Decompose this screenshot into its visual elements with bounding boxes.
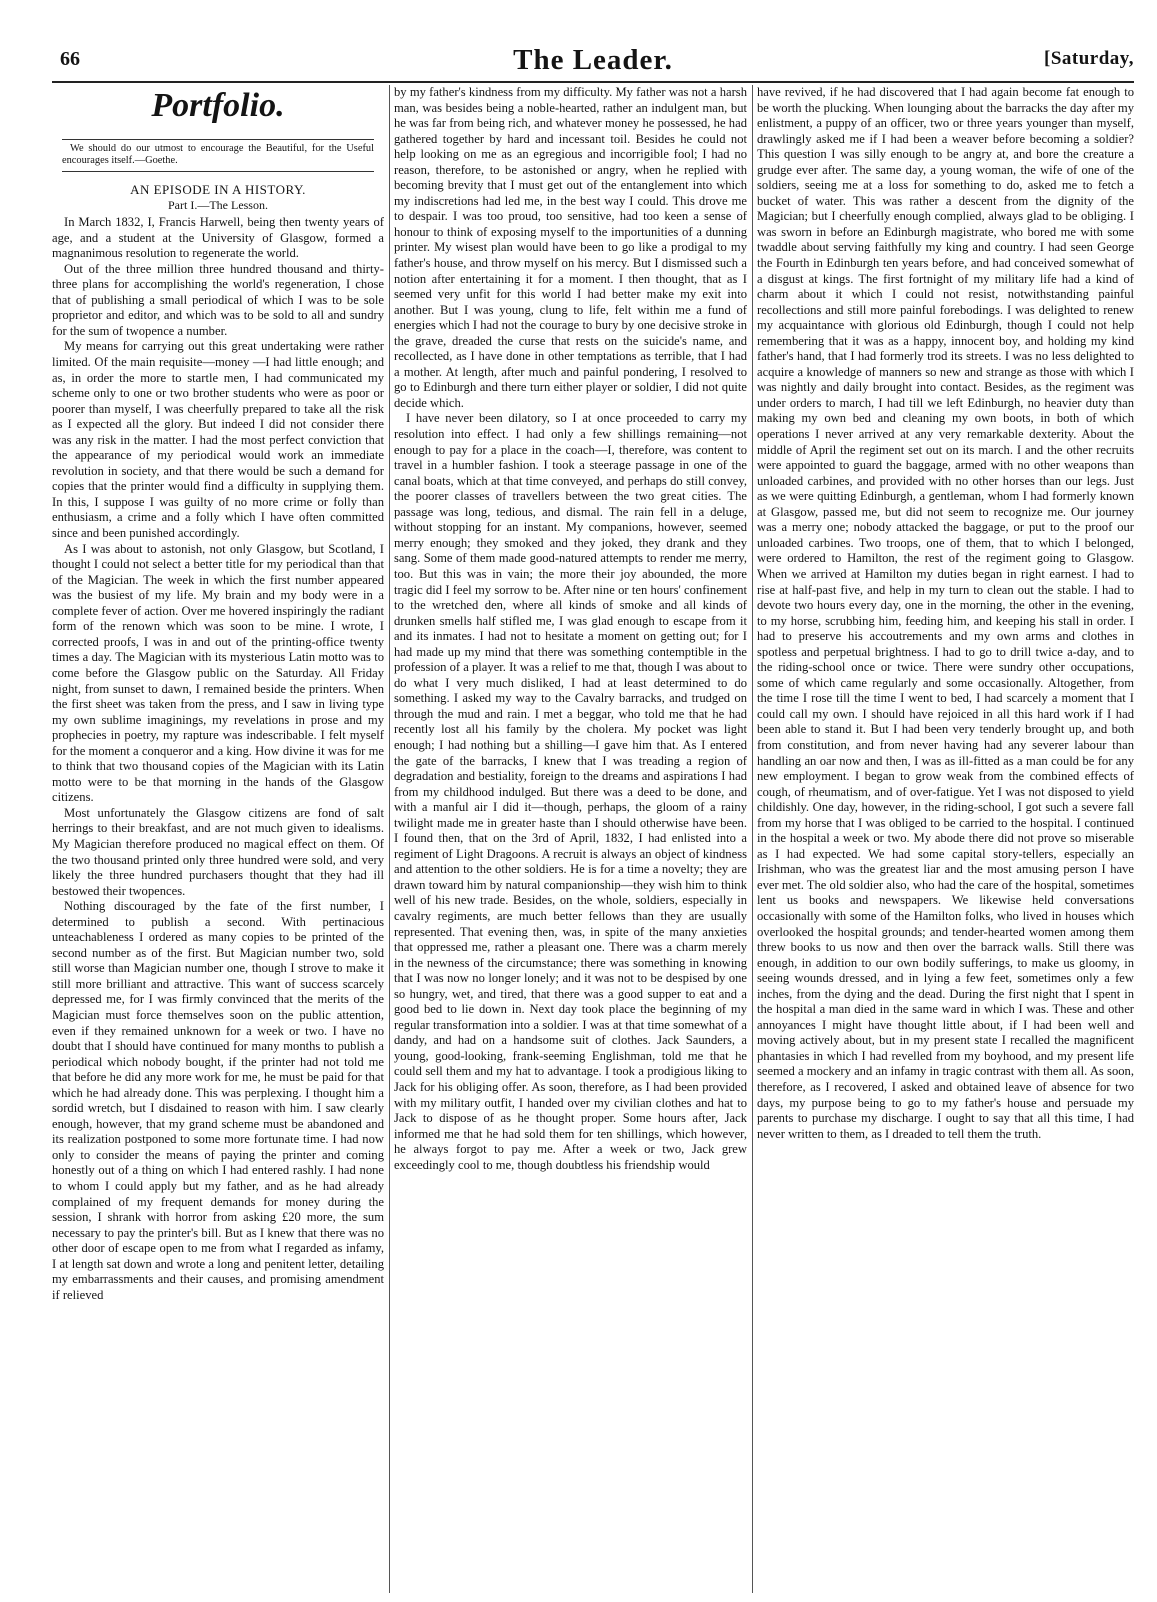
column-1: [52, 85, 384, 1593]
article-title: AN EPISODE IN A HISTORY.: [130, 182, 306, 197]
article-part-title: Part I.—The Lesson.: [168, 197, 268, 212]
masthead: [52, 44, 1134, 80]
paragraph: As I was about to astonish, not only Glasgow, but Scotland, I thought I could not select a better title for my periodical than that of the Magician. The week in which the first number appeared was the busiest of my life. My brain and my body were in a complete fever of action. Over me hovered inspiringly the radiant form of the renown which was soon to be mine. I wrote, I corrected proofs, I was in and out of the printing-office twenty times a day. The Magician with its mysterious Latin motto was to come before the Glasgow public on the Saturday. All Friday night, from sunset to dawn, I remained beside the printers. When the first sheet was taken from the press, and I saw in living type my own sublime imaginings, my revelations in prose and my prophecies in poetry, my rapture was indescribable. I felt myself for the moment a conqueror and a king. How divine it was for me to think that two thousand copies of the Magician with its Latin motto were to be that morning in the hands of the Glasgow citizens.: [52, 541, 384, 805]
newspaper-title: The Leader.: [513, 44, 673, 76]
paragraph: My means for carrying out this great undertaking were rather limited. Of the main requisite—money —I had little enough; and as, in order the more to startle men, I had communicated my scheme only to one or two brother students who were as poor or poorer than myself, I was cheerfully prepared to take all the risk as I expected all the glory. But indeed I did not consider there was any risk in the matter. I had the most perfect conviction that the appearance of my periodical would work an immediate revolution in society, and that there would be such a demand for copies that the printer would find a difficulty in supplying them. In this, I suppose I was guilty of no more crime or folly than enthusiasm, a crime and a folly which I have often committed since and been punished accordingly.: [52, 339, 384, 541]
masthead-rule: [52, 81, 1134, 83]
paragraph: have revived, if he had discovered that I had again become fat enough to be worth the plucking. When lounging about the barracks the day after my enlistment, a puppy of an officer, two or three years younger than myself, drawlingly asked me if I had been a weaver before becoming a soldier? This question I was silly enough to be angry at, and bore the creature a grudge ever after. The same day, a young woman, the wife of one of the soldiers, seeing me at a loss for something to do, asked me to fetch a bucket of water. This was rather a descent from the dignity of the Magician; but I cheerfully enough complied, always glad to be obliging. I was sworn in before an Edinburgh magistrate, who bored me with some twaddle about serving faithfully my king and country. I had seen George the Fourth in Edinburgh ten years before, and had conceived somewhat of a disgust at kings. The first fortnight of my military life had a kind of charm about it which I could not resist, notwithstanding painful recollections and still more painful forebodings. I was delighted to renew my acquaintance with glorious old Edinburgh, though I could not help remembering that it was as a happy, innocent boy, and holding my kind father's hand, that I had formerly trod its streets. I was no less delighted to acquire a knowledge of manners so new and strange as those with which I was nightly and daily brought into contact. Besides, as the regiment was under orders to march, I had till we left Edinburgh, no heavier duty than making my own bed and cleaning my own boots, in both of which operations I never arrived at any very remarkable dexterity. About the middle of April the regiment set out on its march. I and the other recruits were appointed to guard the baggage, armed with no other weapons than unloaded carbines, and provided with no other horses than our legs. Just as we were quitting Edinburgh, a gentleman, whom I had formerly known at Glasgow, passed me, but did not seem to recognize me. Our journey was a merry one; nobody attacked the baggage, or put to the proof our unloaded carbines. Two troops, one of them, that to which I belonged, were ordered to Hamilton, the rest of the regiment going to Glasgow. When we arrived at Hamilton my duties began in right earnest. I had to rise at half-past five, and help in my turn to clean out the stable. I had to devote two hours every day, one in the morning, the other in the evening, to my horse, scrubbing him, feeding him, and keeping his stall in order. I had to preserve his accoutrements and my own arms and clothes in spotless and perpetual brightness. I had to go to drill twice a-day, and to the riding-school once or twice. There were sundry other occupations, some of which came regularly and some occasionally. Altogether, from the time I rose till the time I went to bed, I had scarcely a moment that I could call my own. I should have rejoiced in all this hard work if I had been able to stand it. But I had been very tenderly brought up, and both from constitution, and from never having had any severer labour than handling an oar now and then, I was as ill-fitted as a man could be for any new employment. I began to grow weak from the combined effects of cough, of rheumatism, and of over-fatigue. Yet I was not disposed to yield childishly. One day, however, in the riding-school, I got such a severe fall from my horse that I was obliged to be carried to the hospital. I continued in the hospital a week or two. My abode there did not prove so miserable as I had expected. We had some capital story-tellers, especially an Irishman, who was the greatest liar and the most amusing person I have ever met. The old soldier also, who had the care of the hospital, sometimes lent us books and newspapers. We likewise held conversations occasionally with some of the Hamilton folks, who lived in houses which overlooked the hospital grounds; and tender-hearted women among them threw books to us now and then over the barrack walls. Still there was enough, in addition to our own bodily sufferings, to make us gloomy, in seeing wounds dressed, and in lying a few feet, sometimes only a few inches, from the dying and the dead. During the first night that I spent in the hospital a man died in the same ward in which I was. These and other annoyances I might have thought little about, if I had been well and moving actively about, but in my present state I recalled the magnificent phantasies in which I had revelled from my boyhood, and my present life seemed a mockery and an infamy in tragic contrast with them all. As soon, therefore, as I recovered, I asked and obtained leave of absence for two days, my purpose being to go to my father's house and persuade my parents to purchase my discharge. I ought to say that all this time, I had never written to them, as I dreaded to tell them the truth.: [757, 85, 1134, 1141]
motto-box: [62, 139, 374, 172]
paragraph: Most unfortunately the Glasgow citizens are fond of salt herrings to their breakfast, and are not much given to idealisms. My Magician therefore produced no magical effect on them. Of the two thousand printed only three hundred were sold, and very likely the three hundred purchasers thought that they had ill bestowed their twopences.: [52, 805, 384, 898]
column-3: [757, 85, 1134, 1593]
column-2: [394, 85, 747, 1593]
paragraph: Out of the three million three hundred thousand and thirty-three plans for accomplishing the world's regeneration, I chose that of publishing a small periodical of which I was to be sole proprietor and editor, and which was to be sold to all and sundry for the sum of twopence a number.: [52, 261, 384, 338]
section-motto: We should do our utmost to encourage the Beautiful, for the Useful encourages itself.—Goethe.: [62, 143, 374, 166]
paragraph: In March 1832, I, Francis Harwell, being then twenty years of age, and a student at the University of Glasgow, formed a magnanimous resolution to regenerate the world.: [52, 215, 384, 261]
column-divider-right: [752, 85, 753, 1593]
issue-day: [Saturday,: [1044, 48, 1134, 69]
section-title: Portfolio.: [151, 87, 285, 124]
column-divider-left: [389, 85, 390, 1593]
paragraph: by my father's kindness from my difficulty. My father was not a harsh man, was besides being a noble-hearted, rather an indulgent man, but he was far from being rich, and whatever money he possessed, he had gathered together by hard and incessant toil. Besides he could not help looking on me as an egregious and incorrigible fool; I had no reason, therefore, to be astonished or angry, when he replied with becoming brevity that I must get out of the entanglement into which my indiscretions had led me, in the best way I could. This drove me to despair. I was too proud, too sensitive, had too keen a sense of honour to think of exposing myself to the importunities of a dunning printer. My wisest plan would have been to go like a prodigal to my father's house, and throw myself on his mercy. But I dismissed such a notion after entertaining it for a moment. I then thought, that as I seemed very unfit for this world I had better make my exit into another. But I was young, clung to life, felt within me a fund of energies which I had not the courage to bury by one decisive stroke in the grave, dreaded the curse that rests on the suicide's name, and recollected, as I have done in other temptations as terrible, that I had a mother. At length, after much and painful pondering, I resolved to go to Edinburgh and there turn either player or soldier, I did not quite decide which.: [394, 85, 747, 410]
paragraph: Nothing discouraged by the fate of the first number, I determined to publish a second. With pertinacious unteachableness I ordered as many copies to be printed of the second number as of the first. But Magician number two, sold still worse than Magician number one, though I strove to make it still more brilliant and attractive. This want of success scarcely depressed me, for I was firmly convinced that the merits of the Magician must force themselves soon on the public attention, even if they remained unknown for a week or two. I have no doubt that I should have continued for many months to publish a periodical which nobody bought, if the printer had not told me that before he did any more work for me, he must be paid for that which he had already done. This was perplexing. I thought him a sordid wretch, but I disdained to reason with him. I saw clearly enough, however, that my grand scheme must be abandoned and its realization postponed to some more fortunate time. I had now only to consider the means of paying the printer and coming honestly out of a thing on which I had entered rashly. I had none to whom I could apply but my father, and as he had already complained of my frequent demands for money during the session, I shrank with horror from asking £20 more, the sum necessary to pay the printer's bill. But as I knew that there was no other door of escape open to me from what I regarded as infamy, I at length sat down and wrote a long and penitent letter, detailing my embarrassments and their causes, and promising amendment if relieved: [52, 899, 384, 1302]
page-number: 66: [60, 48, 80, 70]
paragraph: I have never been dilatory, so I at once proceeded to carry my resolution into effect. I had only a few shillings remaining—not enough to pay for a place in the coach—I, therefore, was content to travel in a humbler fashion. I took a steerage passage in one of the canal boats, which at that time conveyed, and perhaps do still convey, the poorer classes of travellers between the two great cities. The passage was long, tedious, and dismal. The rain fell in a deluge, without stopping for an instant. My companions, however, seemed merry enough; they smoked and they joked, they drank and they sang. Some of them made good-natured attempts to render me merry, too. But this was in vain; the more their joy abounded, the more tragic did I feel my sorrow to be. After nine or ten hours' confinement to the wretched den, where all kinds of smoke and all kinds of drunken smells half stifled me, I was glad enough to escape from it and its inmates. I had not to hesitate a moment on getting out; for I had made up my mind that there was something contemptible in the profession of a player. It was a relief to me that, though I was about to do what I very much disliked, I had at least determined to do something. I asked my way to the Cavalry barracks, and trudged on through the mud and rain. I met a beggar, who told me that he had recently lost all his family by the cholera. My pocket was light enough; I had nothing but a shilling—I gave him that. As I entered the gate of the barracks, I knew that I was treading a region of degradation and bestiality, foreign to the dreams and aspirations I had from my childhood indulged. But there was a deed to be done, and with a manful air I did it—though, perhaps, the gloom of a rainy twilight made me in greater haste than I should otherwise have been. I found then, that on the 3rd of April, 1832, I had enlisted into a regiment of Light Dragoons. A recruit is always an object of kindness and attention to the other soldiers. He is for a time a novelty; they are drawn toward him by natural companionship—they wish him to think well of his new trade. Besides, on the whole, soldiers, especially in cavalry regiments, are much better fellows than they are usually represented. That evening then, was, in spite of the many anxieties that oppressed me, rather a pleasant one. There was a charm merely in the newness of the circumstance; there was something in knowing that I was now no longer lonely; and it was not to be despised by one so hungry, wet, and tired, that there was a good supper to eat and a good bed to lie down in. Next day took place the beginning of my regular transformation into a soldier. I was at that time somewhat of a dandy, and had on a handsome suit of clothes. Jack Saunders, a young, good-looking, frank-seeming Englishman, told me that he could sell them and my hat to advantage. I took a prodigious liking to Jack for his obliging offer. As soon, therefore, as I had been provided with my military outfit, I handed over my civilian clothes and hat to Jack to dispose of as he thought proper. Some hours after, Jack informed me that he had sold them for ten shillings, which however, he always forgot to pay me. After a week or two, Jack grew exceedingly cool to me, though doubtless his friendship would: [394, 411, 747, 1172]
